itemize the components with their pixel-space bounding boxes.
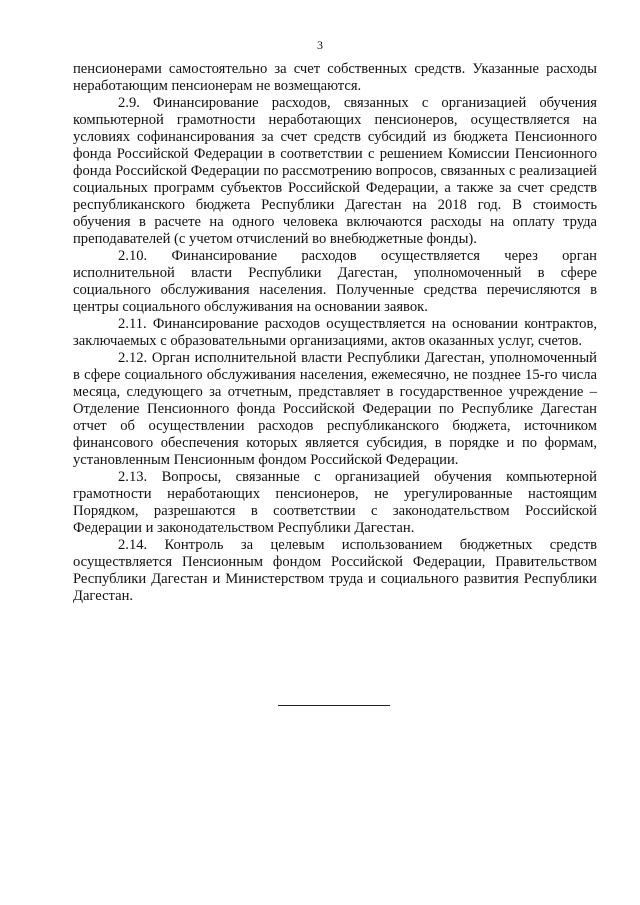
end-of-document-rule — [278, 705, 390, 706]
page-number: 3 — [317, 38, 323, 52]
paragraph-2-10: 2.10. Финансирование расходов осуществляется через орган исполнительной власти Республики Дагестан, уполномоченный в сфере социального обслуживания населения. Полученные средства перечисляются в центры социального обслуживания на основании заявок. — [73, 248, 597, 315]
document-body — [73, 61, 597, 605]
paragraph-2-11: 2.11. Финансирование расходов осуществляется на основании контрактов, заключаемых с образовательными организациями, актов оказанных услуг, счетов. — [73, 316, 597, 349]
paragraph-2-12: 2.12. Орган исполнительной власти Республики Дагестан, уполномоченный в сфере социального обслуживания населения, ежемесячно, не позднее 15-го числа месяца, следующего за отчетным, представляет в государственное учреждение – Отделение Пенсионного фонда Российской Федерации по Республике Дагестан отчет об осуществлении расходов республиканского бюджета, источником финансового обеспечения которых является субсидия, в порядке и по формам, установленным Пенсионным фондом Российской Федерации. — [73, 350, 597, 468]
paragraph-continuation: пенсионерами самостоятельно за счет собственных средств. Указанные расходы неработающим пенсионерам не возмещаются. — [73, 61, 597, 94]
paragraph-2-13: 2.13. Вопросы, связанные с организацией обучения компьютерной грамотности неработающих пенсионеров, не урегулированные настоящим Порядком, разрешаются в соответствии с законодательством Российской Федерации и законодательством Республики Дагестан. — [73, 469, 597, 536]
paragraph-2-14: 2.14. Контроль за целевым использованием бюджетных средств осуществляется Пенсионным фондом Российской Федерации, Правительством Республики Дагестан и Министерством труда и социального развития Республики Дагестан. — [73, 537, 597, 604]
paragraph-2-9: 2.9. Финансирование расходов, связанных с организацией обучения компьютерной грамотности неработающих пенсионеров, осуществляется на условиях софинансирования за счет средств субсидий из бюджета Пенсионного фонда Российской Федерации в соответствии с решением Комиссии Пенсионного фонда Российской Федерации по рассмотрению вопросов, связанных с реализацией социальных программ субъектов Российской Федерации, а также за счет средств республиканского бюджета Республики Дагестан на 2018 год. В стоимость обучения в расчете на одного человека включаются расходы на оплату труда преподавателей (с учетом отчислений во внебюджетные фонды). — [73, 95, 597, 247]
